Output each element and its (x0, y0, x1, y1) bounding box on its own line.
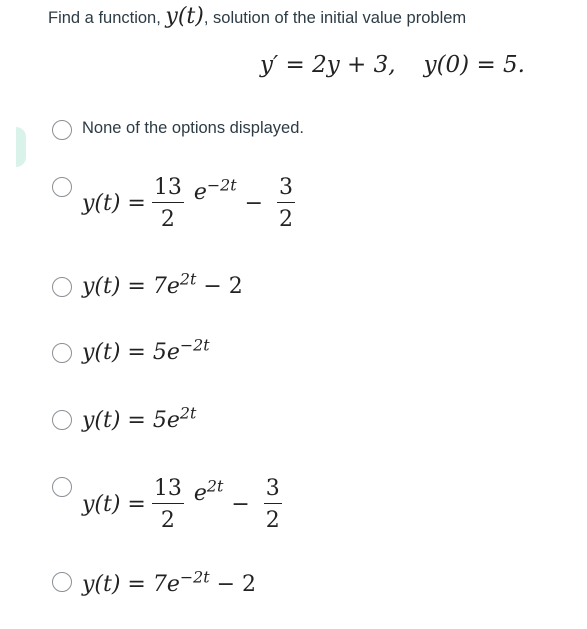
option-1-radio[interactable] (52, 177, 72, 197)
option-1-exponential: $e^{-2t}$ (193, 175, 237, 205)
option-0-label: None of the options displayed. (82, 119, 304, 137)
option-5-lhs: y(t) = (82, 492, 146, 517)
option-6-radio[interactable] (52, 572, 72, 592)
ivp-equation (260, 52, 525, 78)
option-4-radio[interactable] (52, 410, 72, 430)
function-symbol: y(t) (165, 4, 204, 29)
option-5-fraction-b: $\frac{3}{2}$ (265, 476, 280, 533)
option-3-equation: $y(t) = 5e^{-2t}$ (82, 335, 210, 365)
option-4-equation: $y(t) = 5e^{2t}$ (82, 403, 197, 433)
option-2-radio[interactable] (52, 277, 72, 297)
option-5-radio[interactable] (52, 477, 72, 497)
question-prompt (48, 4, 466, 31)
initial-condition: y(0) = 5. (423, 52, 525, 78)
question-suffix: , solution of the initial value problem (203, 9, 467, 27)
option-6-equation: $y(t) = 7e^{-2t} - 2$ (82, 567, 257, 597)
option-1-fraction-b: $\frac{3}{2}$ (279, 175, 294, 232)
option-1-lhs: y(t) = (82, 191, 146, 216)
option-5-fraction-a: $\frac{13}{2}$ (153, 476, 182, 533)
question-prefix: Find a function, (48, 9, 166, 27)
option-5-equation: y(t) = $\frac{13}{2}$ $e^{2t}$ − $\frac{3}{2}$ (82, 476, 280, 533)
option-0-radio[interactable] (52, 120, 72, 140)
differential-equation: y′ = 2y + 3, (260, 52, 396, 78)
option-2-equation: $y(t) = 7e^{2t} - 2$ (82, 269, 243, 299)
option-5-exponential: $e^{2t}$ (193, 476, 224, 506)
option-3-radio[interactable] (52, 343, 72, 363)
option-1-equation: y(t) = $\frac{13}{2}$ $e^{-2t}$ − $\frac{3}{2}$ (82, 175, 294, 232)
option-1-fraction-a: $\frac{13}{2}$ (153, 175, 182, 232)
side-panel-tab[interactable] (16, 127, 26, 167)
